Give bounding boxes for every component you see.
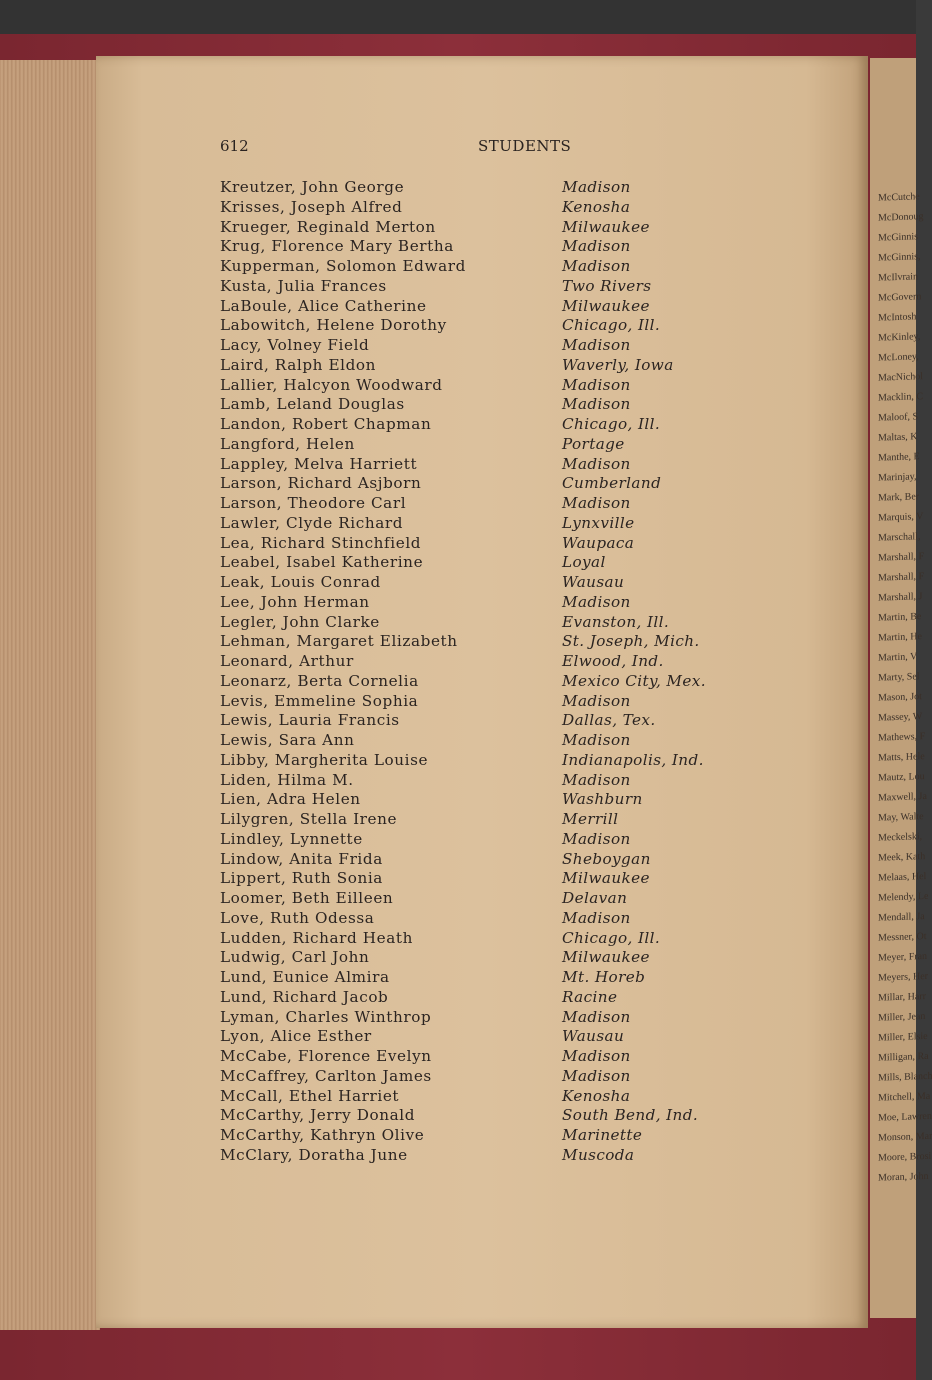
list-item [220, 494, 740, 514]
fragment-line: Maxwell, Ja [878, 790, 927, 804]
student-name: Krug, Florence Mary Bertha [220, 237, 454, 256]
student-hometown: Madison [562, 731, 631, 749]
student-hometown: Madison [562, 375, 631, 394]
fragment-line: Manthe, E [878, 451, 920, 464]
fragment-line: Maltas, K [878, 431, 918, 444]
list-item [220, 771, 740, 791]
fragment-line: Meyers, Her [878, 970, 928, 984]
student-name: Ludwig, Carl John [220, 948, 370, 967]
fragment-line: MacNichol [878, 371, 923, 384]
student-name: Lee, John Herman [220, 592, 370, 611]
student-hometown: Madison [562, 1047, 631, 1065]
fragment-line: Marshall, F [878, 551, 925, 564]
list-item [220, 1047, 740, 1067]
list-item [220, 751, 740, 771]
student-hometown: Milwaukee [562, 869, 650, 888]
student-hometown: Lynxville [562, 513, 635, 532]
fragment-line: Matts, Hele [878, 751, 925, 764]
fragment-line: Monson, Mar [878, 1130, 932, 1144]
fragment-line: Marshall, F [878, 571, 925, 584]
list-item [220, 909, 740, 929]
student-name: Langford, Helen [220, 434, 355, 453]
student-name: Leonarz, Berta Cornelia [220, 671, 419, 690]
fragment-line: Messner, Ot [878, 930, 927, 944]
student-hometown: Portage [562, 434, 625, 453]
fragment-line: Millar, Harr [878, 990, 926, 1004]
list-item [220, 830, 740, 850]
fragment-line: McKinley, [878, 331, 921, 344]
list-item [220, 988, 740, 1008]
list-item [220, 790, 740, 810]
fragment-line: McCutche [878, 191, 920, 204]
list-item [220, 415, 740, 435]
student-name: Loomer, Beth Eilleen [220, 889, 394, 907]
list-item [220, 218, 740, 238]
student-name: McCarthy, Kathryn Olive [220, 1126, 425, 1144]
list-item [220, 810, 740, 830]
student-name: Kusta, Julia Frances [220, 276, 387, 295]
fragment-line: Mitchell, Ma [878, 1090, 931, 1104]
fragment-line: McIlvrain [878, 271, 918, 284]
student-hometown: Dallas, Tex. [562, 711, 656, 730]
student-hometown: Milwaukee [562, 948, 650, 967]
student-hometown: Cumberland [562, 474, 662, 493]
list-item [220, 711, 740, 731]
list-item [220, 376, 740, 396]
student-hometown: Madison [562, 395, 631, 414]
list-item [220, 1087, 740, 1107]
student-name: Lea, Richard Stinchfield [220, 533, 422, 552]
fragment-line: May, Walte [878, 811, 924, 824]
fragment-line: Mautz, Lou [878, 771, 925, 784]
student-name: Lindley, Lynnette [220, 829, 363, 848]
list-item [220, 1067, 740, 1087]
student-name: McCall, Ethel Harriet [220, 1086, 400, 1105]
student-name: Laird, Ralph Eldon [220, 355, 377, 374]
student-hometown: Loyal [562, 553, 606, 572]
list-item [220, 613, 740, 633]
list-item [220, 336, 740, 356]
student-name: Lehman, Margaret Elizabeth [220, 632, 458, 651]
next-page-fragments [878, 187, 932, 1184]
fragment-line: Macklin, C [878, 391, 923, 404]
list-item [220, 889, 740, 909]
student-hometown: Wausau [562, 1027, 625, 1046]
student-hometown: South Bend, Ind. [562, 1106, 699, 1125]
student-name: Liden, Hilma M. [220, 770, 354, 789]
fragment-line: McDonoug [878, 211, 924, 224]
student-hometown: Mexico City, Mex. [562, 671, 706, 690]
fragment-line: Marinjay, [878, 471, 917, 484]
student-name: Lindow, Anita Frida [220, 849, 383, 868]
student-hometown: Madison [562, 829, 631, 848]
list-item [220, 672, 740, 692]
list-item [220, 731, 740, 751]
list-item [220, 652, 740, 672]
student-hometown: Madison [562, 454, 631, 473]
list-item [220, 1008, 740, 1028]
student-name: McCabe, Florence Evelyn [220, 1047, 432, 1065]
student-hometown: Madison [562, 592, 631, 611]
fragment-line: Martin, V [878, 651, 918, 664]
student-hometown: Madison [562, 1066, 631, 1085]
fragment-line: McGovern [878, 291, 922, 304]
student-hometown: Muscoda [562, 1145, 635, 1164]
fragment-line: McLoney, [878, 351, 919, 364]
student-name: McCarthy, Jerry Donald [220, 1106, 416, 1125]
background-shadow [0, 0, 916, 38]
student-name: Leonard, Arthur [220, 652, 354, 670]
list-item [220, 395, 740, 415]
student-name: Krisses, Joseph Alfred [220, 197, 403, 216]
student-name: Ludden, Richard Heath [220, 928, 413, 947]
student-name: Larson, Theodore Carl [220, 494, 407, 512]
fragment-line: Maloof, S [878, 411, 918, 424]
student-hometown: Evanston, Ill. [562, 612, 670, 631]
fragment-line: Marschall, [878, 531, 921, 544]
page-edges [0, 60, 100, 1330]
student-name: Lappley, Melva Harriett [220, 454, 418, 473]
list-item [220, 850, 740, 870]
student-name: LaBoule, Alice Catherine [220, 296, 427, 315]
list-item [220, 277, 740, 297]
student-name: McCaffrey, Carlton James [220, 1066, 432, 1085]
student-hometown: Madison [562, 691, 631, 710]
student-name: Leabel, Isabel Katherine [220, 553, 424, 572]
student-name: Krueger, Reginald Merton [220, 217, 436, 236]
fragment-line: Martin, He [878, 631, 922, 644]
fragment-line: Marquis, V [878, 511, 924, 524]
fragment-line: Martin, Be [878, 611, 922, 624]
student-hometown: Madison [562, 770, 631, 789]
student-name: Landon, Robert Chapman [220, 415, 432, 433]
student-name: Leak, Louis Conrad [220, 573, 381, 591]
list-item [220, 593, 740, 613]
student-name: Lyon, Alice Esther [220, 1027, 372, 1046]
list-item [220, 1027, 740, 1047]
list-item [220, 1106, 740, 1126]
list-item [220, 316, 740, 336]
fragment-line: Moe, Lawren [878, 1110, 932, 1124]
fragment-line: Meckelski, [878, 831, 923, 844]
student-hometown: Madison [562, 908, 631, 927]
student-hometown: Milwaukee [562, 217, 650, 236]
list-item [220, 553, 740, 573]
student-name: Levis, Emmeline Sophia [220, 691, 419, 710]
fragment-line: Massey, W [878, 711, 923, 724]
student-hometown: Milwaukee [562, 296, 650, 315]
student-hometown: Indianapolis, Ind. [562, 750, 704, 769]
fragment-line: Meyer, Fran [878, 950, 928, 964]
list-item [220, 198, 740, 218]
page-number: 612 [220, 137, 249, 155]
list-item [220, 948, 740, 968]
student-name: Lewis, Sara Ann [220, 731, 355, 749]
student-name: Lewis, Lauria Francis [220, 711, 400, 730]
student-name: Kupperman, Solomon Edward [220, 257, 466, 275]
student-hometown: Waupaca [562, 533, 635, 552]
fragment-line: Miller, Jean [878, 1011, 926, 1024]
student-hometown: Wausau [562, 573, 625, 591]
student-name: Legler, John Clarke [220, 612, 380, 631]
student-hometown: Delavan [562, 889, 628, 907]
list-item [220, 929, 740, 949]
list-item [220, 1146, 740, 1166]
fragment-line: Mendall, Ja [878, 911, 925, 924]
student-hometown: Madison [562, 336, 631, 354]
fragment-line: Milligan, Ra [878, 1050, 929, 1064]
list-item [220, 968, 740, 988]
list-item [220, 573, 740, 593]
student-hometown: Waverly, Iowa [562, 355, 674, 374]
fragment-line: McIntosh [878, 311, 917, 324]
student-name: Lien, Adra Helen [220, 790, 361, 809]
list-item [220, 178, 740, 198]
list-item [220, 1126, 740, 1146]
fragment-line: Mark, Ber [878, 491, 920, 504]
list-item [220, 356, 740, 376]
student-name: Love, Ruth Odessa [220, 908, 375, 927]
student-name: Lund, Richard Jacob [220, 987, 389, 1006]
student-hometown: Madison [562, 237, 631, 256]
list-item [220, 534, 740, 554]
fragment-line: Moore, Brosi [878, 1150, 932, 1164]
student-name: Lippert, Ruth Sonia [220, 869, 383, 888]
student-hometown: St. Joseph, Mich. [562, 632, 700, 651]
fragment-line: Melendy, Le [878, 890, 929, 904]
fragment-line: Marshall, J [878, 591, 923, 604]
student-hometown: Marinette [562, 1126, 643, 1144]
fragment-line: McGinnis, [878, 251, 921, 264]
fragment-line: McGinnis [878, 231, 918, 244]
student-name: Lawler, Clyde Richard [220, 513, 404, 532]
student-hometown: Chicago, Ill. [562, 928, 661, 947]
fragment-line: Moran, John [878, 1170, 929, 1184]
student-hometown: Madison [562, 1007, 631, 1026]
student-hometown: Washburn [562, 790, 643, 809]
student-name: Kreutzer, John George [220, 178, 405, 196]
student-name: Labowitch, Helene Dorothy [220, 316, 447, 335]
student-hometown: Madison [562, 178, 631, 196]
list-item [220, 514, 740, 534]
fragment-line: Melaas, Hel [878, 870, 927, 884]
student-hometown: Two Rivers [562, 276, 652, 295]
student-hometown: Madison [562, 257, 631, 275]
student-hometown: Chicago, Ill. [562, 316, 661, 335]
student-name: Lyman, Charles Winthrop [220, 1007, 432, 1026]
fragment-line: Marty, Sel [878, 671, 920, 684]
student-name: Libby, Margherita Louise [220, 750, 429, 769]
student-hometown: Kenosha [562, 197, 631, 216]
student-hometown: Madison [562, 494, 631, 512]
running-head: STUDENTS [478, 137, 572, 155]
list-item [220, 869, 740, 889]
list-item [220, 297, 740, 317]
list-item [220, 257, 740, 277]
student-name: Larson, Richard Asjborn [220, 474, 422, 493]
list-item [220, 237, 740, 257]
student-name: Lamb, Leland Douglas [220, 395, 405, 414]
student-hometown: Racine [562, 987, 618, 1006]
fragment-line: Meek, Kath [878, 851, 926, 864]
list-item [220, 692, 740, 712]
student-hometown: Merrill [562, 810, 619, 828]
list-item [220, 455, 740, 475]
student-hometown: Elwood, Ind. [562, 652, 664, 670]
student-name: Lund, Eunice Almira [220, 968, 390, 986]
list-item [220, 632, 740, 652]
list-item [220, 474, 740, 494]
student-hometown: Mt. Horeb [562, 968, 646, 986]
fragment-line: Mills, Blanch [878, 1070, 932, 1084]
student-name: Lallier, Halcyon Woodward [220, 375, 443, 394]
student-name: Lacy, Volney Field [220, 336, 370, 354]
page-header [0, 137, 916, 157]
student-hometown: Chicago, Ill. [562, 415, 661, 433]
student-hometown: Sheboygan [562, 849, 651, 868]
fragment-line: Mathews, F [878, 731, 926, 744]
student-name: McClary, Doratha June [220, 1145, 408, 1164]
list-item [220, 435, 740, 455]
student-list [220, 178, 740, 1166]
student-name: Lilygren, Stella Irene [220, 810, 398, 828]
student-hometown: Kenosha [562, 1086, 631, 1105]
fragment-line: Mason, Jot [878, 691, 922, 704]
fragment-line: Miller, Elsie [878, 1030, 928, 1044]
